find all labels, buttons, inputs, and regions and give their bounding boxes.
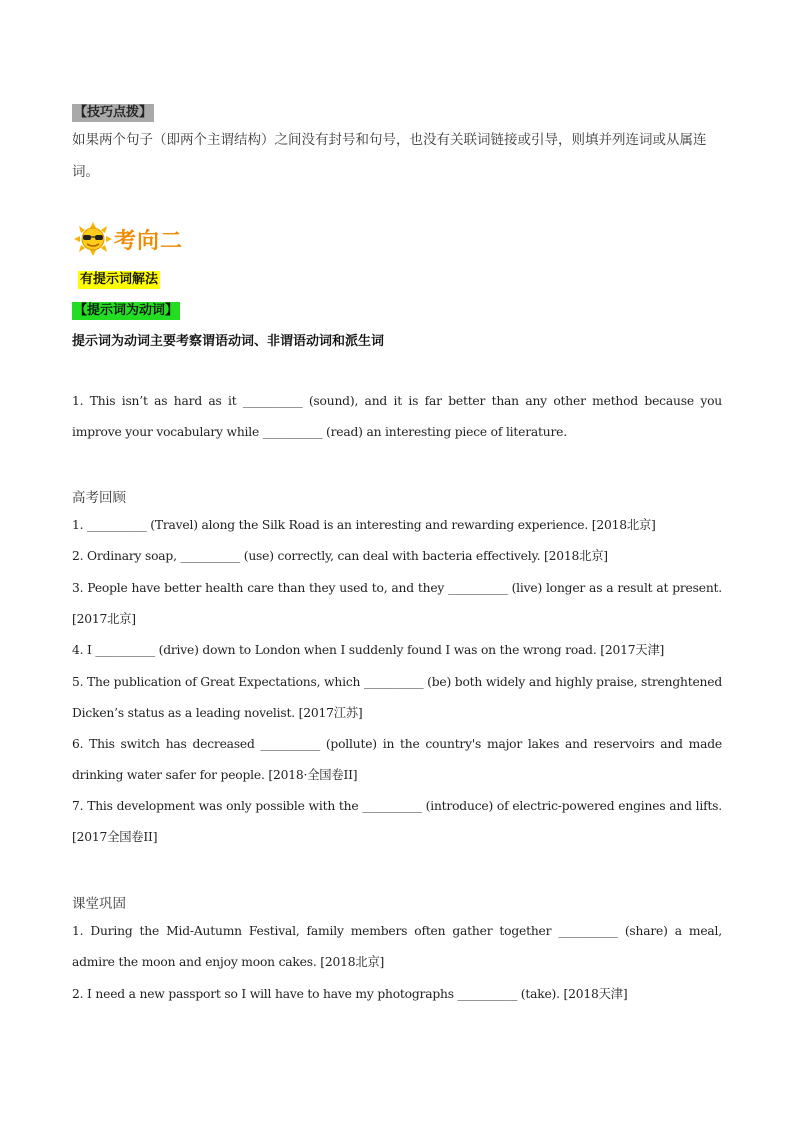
sun-sunglasses-icon bbox=[72, 222, 114, 256]
sub-label: 【提示词为动词】 bbox=[74, 303, 179, 318]
example-question: 1. This isn’t as hard as it __________ (sound), and it is far better than any other method because you improve your vocabulary while __________ (read) an interesting piece of literature. bbox=[72, 394, 722, 439]
review-item-7: 7. This development was only possible with the __________ (introduce) of electric-powered engines and lifts. [2017全国卷II] bbox=[72, 799, 722, 844]
tips-label-wrap bbox=[72, 101, 154, 122]
tips-text: 如果两个句子（即两个主谓结构）之间没有封号和句号，也没有关联词链接或引导，则填并列连词或从属连词。 bbox=[72, 132, 707, 180]
direction-heading bbox=[72, 222, 183, 256]
review-title: 高考回顾 bbox=[72, 490, 126, 506]
sub-label-wrap bbox=[72, 299, 180, 320]
review-item-3: 3. People have better health care than they used to, and they __________ (live) longer as a result at present. [2017北京] bbox=[72, 581, 722, 626]
review-item-6: 6. This switch has decreased __________ (pollute) in the country's major lakes and reservoirs and made drinking water safer for people. [2018·全国卷II] bbox=[72, 737, 722, 782]
direction-title: 考向二 bbox=[114, 227, 184, 254]
review-item-1: 1. __________ (Travel) along the Silk Road is an interesting and rewarding experience. [2018北京] bbox=[72, 518, 656, 532]
review-item-4: 4. I __________ (drive) down to London when I suddenly found I was on the wrong road. [2017天津] bbox=[72, 643, 665, 657]
practice-item-2: 2. I need a new passport so I will have to have my photographs __________ (take). [2018天津] bbox=[72, 987, 628, 1001]
review-item-2: 2. Ordinary soap, __________ (use) correctly, can deal with bacteria effectively. [2018北京] bbox=[72, 549, 608, 563]
method-label: 有提示词解法 bbox=[80, 272, 159, 287]
practice-item-1: 1. During the Mid-Autumn Festival, family members often gather together __________ (share) a meal, admire the moon and enjoy moon cakes. [2018北京] bbox=[72, 924, 722, 969]
tips-label: 【技巧点拨】 bbox=[74, 105, 153, 120]
direction-summary: 提示词为动词主要考察谓语动词、非谓语动词和派生词 bbox=[72, 334, 385, 349]
method-label-wrap bbox=[78, 268, 160, 289]
practice-title: 课堂巩固 bbox=[72, 896, 126, 912]
review-item-5: 5. The publication of Great Expectations, which __________ (be) both widely and highly praise, strenghtened Dicken’s status as a leading novelist. [2017江苏] bbox=[72, 675, 722, 720]
